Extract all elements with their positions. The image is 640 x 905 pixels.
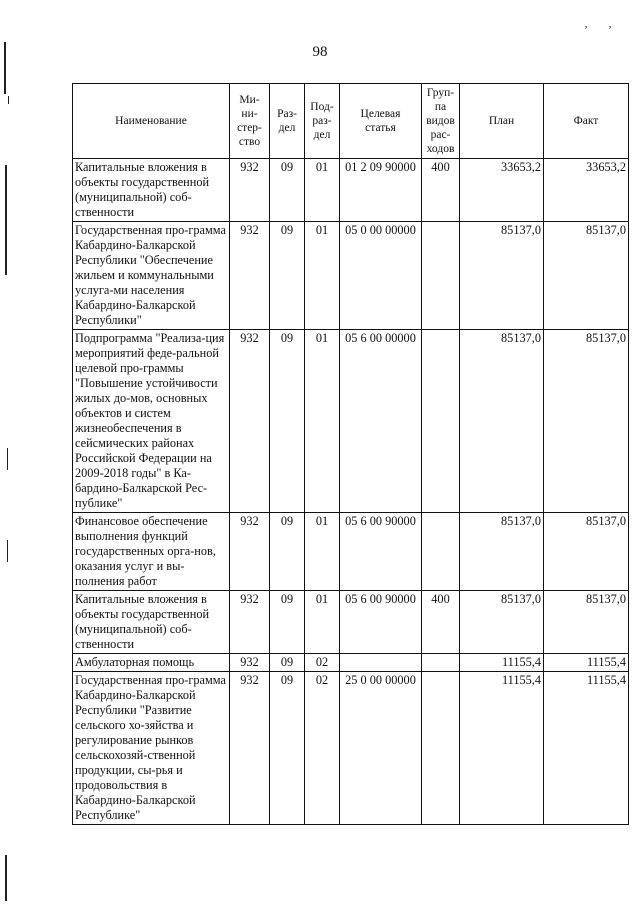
row-plan: 85137,0	[460, 591, 544, 654]
row-section: 09	[270, 591, 305, 654]
row-ministry: 932	[230, 330, 270, 513]
row-subsection: 01	[305, 330, 340, 513]
row-plan: 85137,0	[460, 330, 544, 513]
page-number: 98	[312, 44, 328, 60]
header-expense-group: Груп- па видов рас- ходов	[422, 84, 460, 159]
row-plan: 33653,2	[460, 159, 544, 222]
row-name: Финансовое обеспечение выполнения функций государственных орга-нов, оказания услуг и вы-полнения работ	[73, 513, 230, 591]
row-target: 05 6 00 90000	[340, 513, 422, 591]
corner-mark-right: ‚	[608, 16, 612, 30]
row-expense-group	[422, 513, 460, 591]
header-name: Наименование	[73, 84, 230, 159]
row-subsection: 01	[305, 222, 340, 330]
header-ministry: Ми- ни- стер- ство	[230, 84, 270, 159]
row-subsection: 01	[305, 591, 340, 654]
row-section: 09	[270, 222, 305, 330]
row-section: 09	[270, 513, 305, 591]
row-name: Амбулаторная помощь	[73, 654, 230, 672]
row-expense-group: 400	[422, 159, 460, 222]
row-target	[340, 654, 422, 672]
row-target: 25 0 00 00000	[340, 672, 422, 825]
row-name: Капитальные вложения в объекты государственной (муниципальной) соб-ственности	[73, 159, 230, 222]
row-ministry: 932	[230, 654, 270, 672]
scan-margin-line	[5, 165, 7, 275]
table-row	[73, 222, 629, 330]
row-ministry: 932	[230, 672, 270, 825]
row-ministry: 932	[230, 159, 270, 222]
row-plan: 11155,4	[460, 654, 544, 672]
row-subsection: 01	[305, 159, 340, 222]
table-row	[73, 330, 629, 513]
row-fact: 85137,0	[544, 513, 629, 591]
table-header-row	[73, 84, 629, 159]
corner-mark-left: ‚	[584, 16, 588, 30]
header-plan: План	[460, 84, 544, 159]
row-plan: 11155,4	[460, 672, 544, 825]
row-ministry: 932	[230, 513, 270, 591]
table-row	[73, 513, 629, 591]
row-section: 09	[270, 672, 305, 825]
table-row	[73, 159, 629, 222]
row-expense-group: 400	[422, 591, 460, 654]
row-fact: 11155,4	[544, 672, 629, 825]
table-row	[73, 654, 629, 672]
row-name: Капитальные вложения в объекты государственной (муниципальной) соб-ственности	[73, 591, 230, 654]
row-fact: 85137,0	[544, 330, 629, 513]
row-fact: 85137,0	[544, 222, 629, 330]
budget-table	[72, 83, 629, 825]
row-section: 09	[270, 654, 305, 672]
row-target: 05 6 00 90000	[340, 591, 422, 654]
row-section: 09	[270, 159, 305, 222]
table-row	[73, 672, 629, 825]
row-name: Государственная про-грамма Кабардино-Балкарской Республики "Обеспечение жильем и коммунальными услуга-ми населения Кабардино-Балкарской Республики"	[73, 222, 230, 330]
header-subsection: Под- раз- дел	[305, 84, 340, 159]
row-subsection: 01	[305, 513, 340, 591]
row-fact: 33653,2	[544, 159, 629, 222]
header-section: Раз- дел	[270, 84, 305, 159]
row-name: Подпрограмма "Реализа-ция мероприятий феде-ральной целевой про-граммы "Повышение устойчивости жилых до-мов, основных объектов и систем жизнеобеспечения в сейсмических районах Российской Федерации на 2009-2018 годы" в Ка-бардино-Балкарской Рес-публике"	[73, 330, 230, 513]
row-expense-group	[422, 222, 460, 330]
header-target: Целевая статья	[340, 84, 422, 159]
row-expense-group	[422, 672, 460, 825]
header-fact: Факт	[544, 84, 629, 159]
scan-margin-line	[7, 448, 8, 470]
row-subsection: 02	[305, 672, 340, 825]
row-section: 09	[270, 330, 305, 513]
row-ministry: 932	[230, 591, 270, 654]
scan-margin-line	[7, 540, 8, 562]
row-plan: 85137,0	[460, 222, 544, 330]
row-subsection: 02	[305, 654, 340, 672]
table-row	[73, 591, 629, 654]
row-plan: 85137,0	[460, 513, 544, 591]
row-ministry: 932	[230, 222, 270, 330]
row-target: 05 0 00 00000	[340, 222, 422, 330]
row-target: 05 6 00 00000	[340, 330, 422, 513]
row-expense-group	[422, 330, 460, 513]
row-fact: 85137,0	[544, 591, 629, 654]
scan-margin-line	[5, 855, 7, 901]
scan-margin-line	[8, 96, 9, 104]
row-name: Государственная про-грамма Кабардино-Балкарской Республики "Развитие сельского хо-зяйства и регулирование рынков сельскохозяй-ственной продукции, сы-рья и продовольствия в Кабардино-Балкарской Республике"	[73, 672, 230, 825]
row-expense-group	[422, 654, 460, 672]
row-target: 01 2 09 90000	[340, 159, 422, 222]
row-fact: 11155,4	[544, 654, 629, 672]
